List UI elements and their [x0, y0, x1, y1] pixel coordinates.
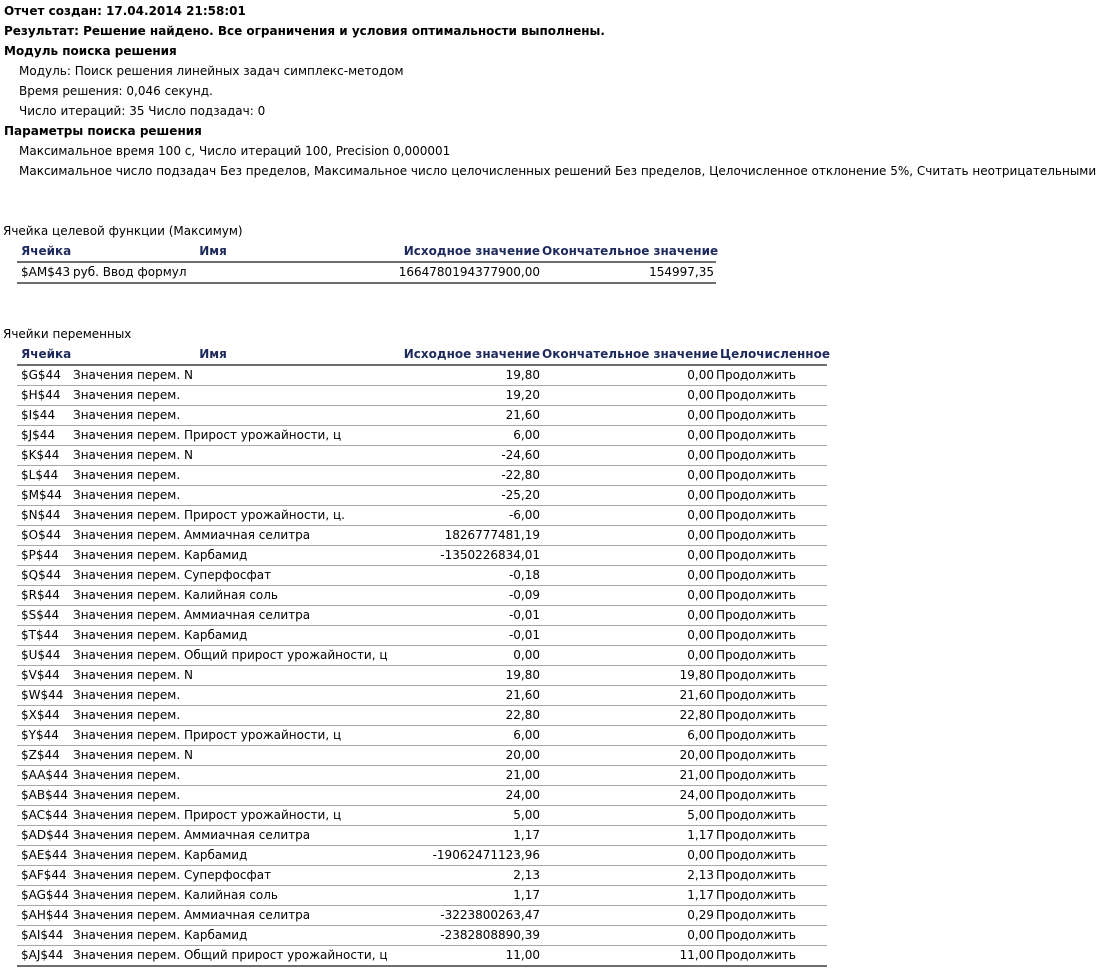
- variable-initial: 24,00: [353, 786, 542, 806]
- variable-name: Значения перем. Прирост урожайности, ц.: [73, 506, 353, 526]
- engine-line-method: Модуль: Поиск решения линейных задач симплекс-методом: [19, 64, 404, 78]
- variable-integer: Продолжить: [716, 586, 827, 606]
- variable-cell: $S$44: [17, 606, 73, 626]
- variable-integer: Продолжить: [716, 946, 827, 967]
- variable-initial: 2,13: [353, 866, 542, 886]
- variable-final: 0,00: [542, 646, 716, 666]
- variable-initial: 21,60: [353, 406, 542, 426]
- variable-cell: $V$44: [17, 666, 73, 686]
- variable-cell: $X$44: [17, 706, 73, 726]
- variable-integer: Продолжить: [716, 666, 827, 686]
- header-initial: Исходное значение: [353, 242, 542, 262]
- variable-integer: Продолжить: [716, 866, 827, 886]
- variable-integer: Продолжить: [716, 746, 827, 766]
- header-initial: Исходное значение: [353, 345, 542, 365]
- variable-final: 0,00: [542, 926, 716, 946]
- variable-name: Значения перем.: [73, 786, 353, 806]
- variable-name: Значения перем.: [73, 486, 353, 506]
- header-name: Имя: [73, 242, 353, 262]
- variable-initial: 1,17: [353, 886, 542, 906]
- variable-cell: $L$44: [17, 466, 73, 486]
- variable-final: 2,13: [542, 866, 716, 886]
- variable-name: Значения перем. Калийная соль: [73, 886, 353, 906]
- variable-initial: 11,00: [353, 946, 542, 967]
- variable-final: 20,00: [542, 746, 716, 766]
- variable-initial: 6,00: [353, 726, 542, 746]
- table-row: [17, 706, 827, 726]
- table-row: [17, 806, 827, 826]
- table-row: [17, 566, 827, 586]
- variable-cell: $AJ$44: [17, 946, 73, 967]
- table-row: [17, 526, 827, 546]
- variable-initial: -19062471123,96: [353, 846, 542, 866]
- variable-cell: $AC$44: [17, 806, 73, 826]
- variable-final: 0,00: [542, 466, 716, 486]
- variable-initial: -1350226834,01: [353, 546, 542, 566]
- header-integer: Целочисленное: [716, 345, 827, 365]
- variable-final: 0,00: [542, 546, 716, 566]
- variable-initial: -22,80: [353, 466, 542, 486]
- variable-name: Значения перем. Карбамид: [73, 926, 353, 946]
- table-row: [17, 606, 827, 626]
- variable-cell: $AF$44: [17, 866, 73, 886]
- variable-initial: 6,00: [353, 426, 542, 446]
- variable-name: Значения перем. Прирост урожайности, ц: [73, 726, 353, 746]
- variables-table: [17, 345, 830, 967]
- variable-initial: 1826777481,19: [353, 526, 542, 546]
- variable-cell: $G$44: [17, 365, 73, 386]
- variable-initial: 19,80: [353, 365, 542, 386]
- variable-initial: 1,17: [353, 826, 542, 846]
- table-row: [17, 386, 827, 406]
- variable-integer: Продолжить: [716, 806, 827, 826]
- variable-name: Значения перем. Аммиачная селитра: [73, 606, 353, 626]
- variable-initial: 20,00: [353, 746, 542, 766]
- header-name: Имя: [73, 345, 353, 365]
- variable-initial: -24,60: [353, 446, 542, 466]
- variable-name: Значения перем. N: [73, 446, 353, 466]
- table-row: [17, 466, 827, 486]
- table-row: [17, 726, 827, 746]
- variable-name: Значения перем. Прирост урожайности, ц: [73, 806, 353, 826]
- variable-integer: Продолжить: [716, 886, 827, 906]
- variable-integer: Продолжить: [716, 766, 827, 786]
- variable-integer: Продолжить: [716, 466, 827, 486]
- table-row: [17, 886, 827, 906]
- variable-cell: $U$44: [17, 646, 73, 666]
- table-row: [17, 666, 827, 686]
- variable-cell: $Z$44: [17, 746, 73, 766]
- variable-final: 21,00: [542, 766, 716, 786]
- variables-body: [17, 365, 827, 966]
- table-row: [17, 686, 827, 706]
- variable-cell: $R$44: [17, 586, 73, 606]
- report-created: Отчет создан: 17.04.2014 21:58:01: [4, 4, 246, 18]
- variable-name: Значения перем. Аммиачная селитра: [73, 826, 353, 846]
- variable-initial: 21,60: [353, 686, 542, 706]
- variable-integer: Продолжить: [716, 626, 827, 646]
- variable-integer: Продолжить: [716, 726, 827, 746]
- variable-integer: Продолжить: [716, 365, 827, 386]
- variable-cell: $AD$44: [17, 826, 73, 846]
- variable-final: 0,00: [542, 365, 716, 386]
- variable-final: 0,00: [542, 386, 716, 406]
- report-result: Результат: Решение найдено. Все ограничения и условия оптимальности выполнены.: [4, 24, 605, 38]
- table-row: [17, 486, 827, 506]
- table-row: [17, 546, 827, 566]
- variable-integer: Продолжить: [716, 846, 827, 866]
- variable-initial: -3223800263,47: [353, 906, 542, 926]
- variable-final: 11,00: [542, 946, 716, 967]
- table-row: [17, 946, 827, 967]
- variable-name: Значения перем. N: [73, 666, 353, 686]
- variable-initial: -2382808890,39: [353, 926, 542, 946]
- variable-name: Значения перем. N: [73, 746, 353, 766]
- variable-integer: Продолжить: [716, 526, 827, 546]
- variable-cell: $AG$44: [17, 886, 73, 906]
- objective-initial: 1664780194377900,00: [353, 262, 542, 283]
- variable-initial: -0,01: [353, 626, 542, 646]
- variable-integer: Продолжить: [716, 686, 827, 706]
- variable-name: Значения перем.: [73, 406, 353, 426]
- variable-cell: $O$44: [17, 526, 73, 546]
- variable-final: 0,00: [542, 846, 716, 866]
- engine-line-time: Время решения: 0,046 секунд.: [19, 84, 213, 98]
- variable-cell: $P$44: [17, 546, 73, 566]
- variable-cell: $AH$44: [17, 906, 73, 926]
- variable-name: Значения перем. N: [73, 365, 353, 386]
- params-heading: Параметры поиска решения: [4, 124, 202, 138]
- variable-integer: Продолжить: [716, 446, 827, 466]
- variable-name: Значения перем. Карбамид: [73, 546, 353, 566]
- variable-name: Значения перем. Общий прирост урожайности, ц: [73, 946, 353, 967]
- variable-cell: $Y$44: [17, 726, 73, 746]
- variable-initial: -0,01: [353, 606, 542, 626]
- variable-cell: $M$44: [17, 486, 73, 506]
- variable-name: Значения перем. Общий прирост урожайности, ц: [73, 646, 353, 666]
- variable-initial: 22,80: [353, 706, 542, 726]
- variable-name: Значения перем. Аммиачная селитра: [73, 906, 353, 926]
- variable-integer: Продолжить: [716, 506, 827, 526]
- variable-final: 19,80: [542, 666, 716, 686]
- table-row: [17, 926, 827, 946]
- variable-cell: $Q$44: [17, 566, 73, 586]
- variable-final: 0,00: [542, 566, 716, 586]
- table-row: [17, 506, 827, 526]
- variable-integer: Продолжить: [716, 546, 827, 566]
- variable-final: 0,00: [542, 486, 716, 506]
- variable-integer: Продолжить: [716, 826, 827, 846]
- variable-final: 21,60: [542, 686, 716, 706]
- variable-cell: $N$44: [17, 506, 73, 526]
- objective-caption: Ячейка целевой функции (Максимум): [3, 224, 243, 238]
- variable-final: 0,00: [542, 606, 716, 626]
- objective-cell: $AM$43: [17, 262, 73, 283]
- variable-cell: $AE$44: [17, 846, 73, 866]
- table-row: [17, 866, 827, 886]
- variable-cell: $K$44: [17, 446, 73, 466]
- variable-final: 0,00: [542, 526, 716, 546]
- variable-integer: Продолжить: [716, 486, 827, 506]
- variable-initial: 19,80: [353, 666, 542, 686]
- params-line-1: Максимальное время 100 с, Число итераций 100, Precision 0,000001: [19, 144, 451, 158]
- table-row: [17, 365, 827, 386]
- variable-final: 24,00: [542, 786, 716, 806]
- variable-final: 0,00: [542, 506, 716, 526]
- objective-table: [17, 242, 719, 284]
- variable-final: 22,80: [542, 706, 716, 726]
- variable-cell: $AA$44: [17, 766, 73, 786]
- variable-name: Значения перем.: [73, 706, 353, 726]
- variable-name: Значения перем.: [73, 766, 353, 786]
- table-row: [17, 786, 827, 806]
- variable-cell: $T$44: [17, 626, 73, 646]
- table-row: [17, 906, 827, 926]
- variable-cell: $W$44: [17, 686, 73, 706]
- params-line-2: Максимальное число подзадач Без пределов, Максимальное число целочисленных решений Без пределов, Целочисленное отклонение 5%, Считать неотрицательными: [19, 164, 1097, 178]
- table-row: [17, 446, 827, 466]
- variable-name: Значения перем. Карбамид: [73, 846, 353, 866]
- variable-initial: -25,20: [353, 486, 542, 506]
- variable-initial: 5,00: [353, 806, 542, 826]
- variable-integer: Продолжить: [716, 406, 827, 426]
- variable-initial: 21,00: [353, 766, 542, 786]
- table-row: [17, 746, 827, 766]
- objective-name: руб. Ввод формул: [73, 262, 353, 283]
- variables-caption: Ячейки переменных: [3, 327, 132, 341]
- variable-integer: Продолжить: [716, 926, 827, 946]
- header-final: Окончательное значение: [542, 345, 716, 365]
- variable-final: 5,00: [542, 806, 716, 826]
- variable-name: Значения перем. Калийная соль: [73, 586, 353, 606]
- variable-integer: Продолжить: [716, 646, 827, 666]
- variable-name: Значения перем. Аммиачная селитра: [73, 526, 353, 546]
- variable-initial: -0,09: [353, 586, 542, 606]
- header-cell: Ячейка: [17, 345, 73, 365]
- variable-integer: Продолжить: [716, 386, 827, 406]
- variable-integer: Продолжить: [716, 566, 827, 586]
- variable-final: 0,00: [542, 446, 716, 466]
- variable-cell: $J$44: [17, 426, 73, 446]
- variable-name: Значения перем. Прирост урожайности, ц: [73, 426, 353, 446]
- variable-integer: Продолжить: [716, 606, 827, 626]
- variable-final: 0,00: [542, 426, 716, 446]
- variable-initial: -0,18: [353, 566, 542, 586]
- table-row: [17, 626, 827, 646]
- variable-integer: Продолжить: [716, 426, 827, 446]
- variable-name: Значения перем.: [73, 686, 353, 706]
- variable-final: 0,00: [542, 586, 716, 606]
- variable-final: 0,00: [542, 626, 716, 646]
- table-row: [17, 646, 827, 666]
- table-row: [17, 426, 827, 446]
- header-cell: Ячейка: [17, 242, 73, 262]
- table-row: [17, 586, 827, 606]
- variable-name: Значения перем. Суперфосфат: [73, 866, 353, 886]
- variable-final: 6,00: [542, 726, 716, 746]
- engine-line-iterations: Число итераций: 35 Число подзадач: 0: [19, 104, 266, 118]
- variable-cell: $AB$44: [17, 786, 73, 806]
- variable-final: 0,29: [542, 906, 716, 926]
- variable-cell: $H$44: [17, 386, 73, 406]
- variable-initial: -6,00: [353, 506, 542, 526]
- variable-name: Значения перем.: [73, 386, 353, 406]
- table-row: [17, 406, 827, 426]
- variable-initial: 0,00: [353, 646, 542, 666]
- variable-name: Значения перем. Суперфосфат: [73, 566, 353, 586]
- variable-name: Значения перем.: [73, 466, 353, 486]
- variable-integer: Продолжить: [716, 906, 827, 926]
- engine-heading: Модуль поиска решения: [4, 44, 177, 58]
- objective-row: [17, 262, 716, 283]
- header-final: Окончательное значение: [542, 242, 716, 262]
- variable-final: 0,00: [542, 406, 716, 426]
- variable-cell: $AI$44: [17, 926, 73, 946]
- variable-initial: 19,20: [353, 386, 542, 406]
- objective-header-row: [17, 242, 716, 262]
- variable-integer: Продолжить: [716, 706, 827, 726]
- variable-cell: $I$44: [17, 406, 73, 426]
- variable-integer: Продолжить: [716, 786, 827, 806]
- variables-header-row: [17, 345, 827, 365]
- variable-name: Значения перем. Карбамид: [73, 626, 353, 646]
- objective-final: 154997,35: [542, 262, 716, 283]
- table-row: [17, 826, 827, 846]
- table-row: [17, 766, 827, 786]
- variable-final: 1,17: [542, 826, 716, 846]
- variable-final: 1,17: [542, 886, 716, 906]
- table-row: [17, 846, 827, 866]
